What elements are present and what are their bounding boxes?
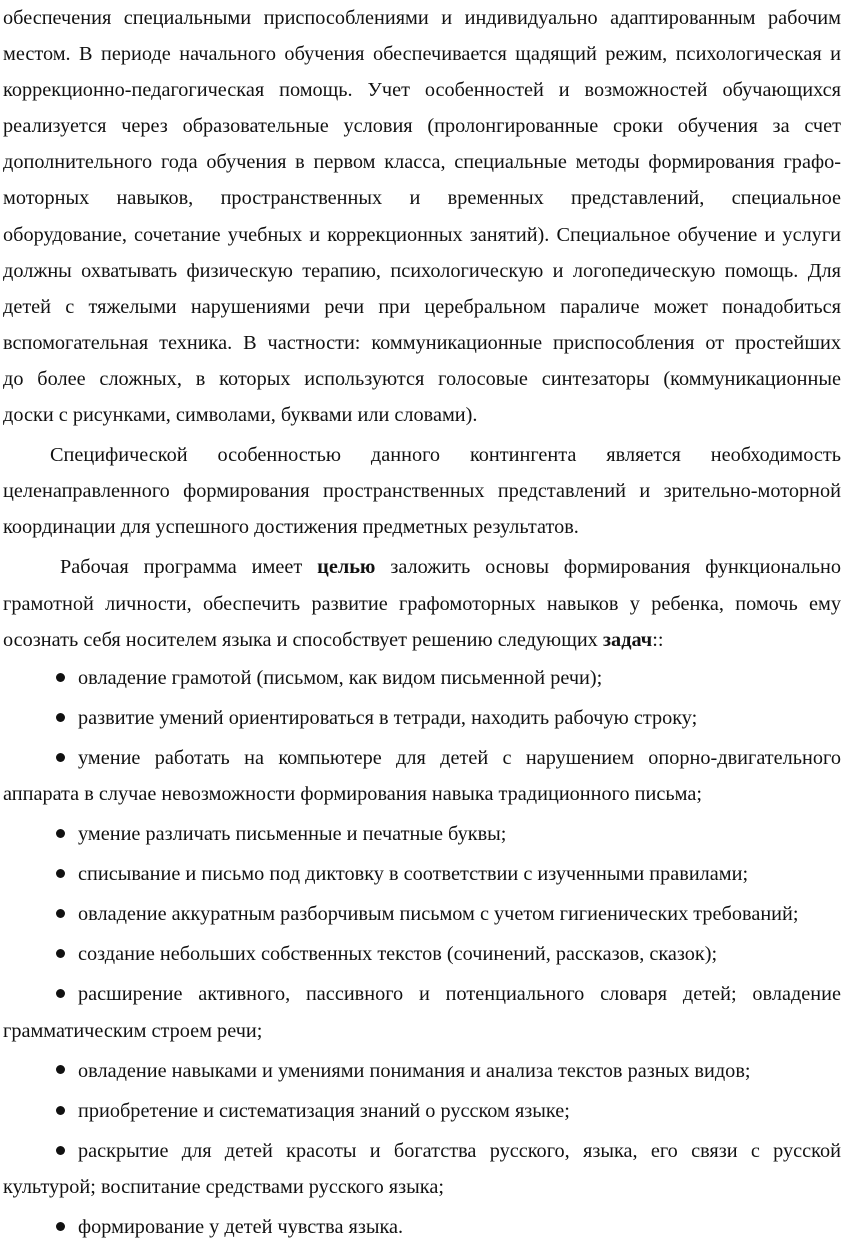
text-line: целенаправленного формирования пространственных представлений и зрительно-моторной: [3, 480, 841, 503]
text-line: доски с рисунками, символами, буквами или словами).: [3, 404, 478, 427]
document-text: [3, 0, 841, 1245]
list-item: [3, 1133, 841, 1205]
list-item-line: [3, 1133, 841, 1169]
list-item: [3, 976, 841, 1048]
bullet-icon: [56, 1106, 65, 1115]
tasks-keyword: задач: [602, 628, 653, 651]
text-line: обеспечения специальными приспособлениями и индивидуально адаптированным рабочим: [3, 7, 841, 29]
text-line: [3, 549, 841, 585]
list-item-line: [3, 1093, 841, 1129]
list-item-line: [3, 856, 841, 892]
list-item-line: [3, 700, 841, 736]
list-item-text: приобретение и систематизация знаний о русском языке;: [78, 1099, 570, 1122]
bullet-icon: [56, 1222, 65, 1231]
list-item: [3, 1209, 841, 1245]
text-line: до более сложных, в которых используются голосовые синтезаторы (коммуникационные: [3, 367, 841, 390]
bullet-icon: [56, 909, 65, 918]
list-item-text: развитие умений ориентироваться в тетради, находить рабочую строку;: [78, 706, 698, 729]
list-item-text: расширение активного, пассивного и потенциального словаря детей; овладение: [78, 983, 841, 1006]
text-line: детей с тяжелыми нарушениями речи при церебральном параличе может понадобиться: [3, 295, 841, 318]
list-item: [3, 816, 841, 852]
bullet-icon: [56, 713, 65, 722]
bullet-icon: [56, 829, 65, 838]
text-line: реализуется через образовательные условия (пролонгированные сроки обучения за счет: [3, 115, 841, 138]
list-item-line: [3, 740, 841, 776]
bullet-icon: [56, 673, 65, 682]
tasks-list: [3, 660, 841, 1245]
text-line: моторных навыков, пространственных и временных представлений, специальное: [3, 187, 841, 210]
list-item-text: формирование у детей чувства языка.: [78, 1216, 404, 1238]
text-line: координации для успешного достижения предметных результатов.: [3, 516, 579, 539]
list-item: [3, 896, 841, 932]
paragraph-goals: [3, 549, 841, 657]
list-item: [3, 660, 841, 696]
text-line: грамотной личности, обеспечить развитие графомоторных навыков у ребенка, помочь ему: [3, 592, 841, 615]
list-item-continuation: аппарата в случае невозможности формирования навыка традиционного письма;: [3, 782, 702, 805]
list-item-text: овладение аккуратным разборчивым письмом с учетом гигиенических требований;: [78, 903, 799, 926]
paragraph-intro: [3, 0, 841, 433]
list-item-line: [3, 896, 841, 932]
list-item-text: умение работать на компьютере для детей с нарушением опорно-двигательного: [78, 746, 841, 769]
list-item-text: овладение навыками и умениями понимания и анализа текстов разных видов;: [78, 1059, 751, 1082]
text-line: дополнительного года обучения в первом класса, специальные методы формирования графо-: [3, 151, 841, 174]
bullet-icon: [56, 1146, 65, 1155]
text-line: [3, 622, 841, 658]
bullet-icon: [56, 1065, 65, 1074]
text-line: оборудование, сочетание учебных и коррекционных занятий). Специальное обучение и услуги: [3, 223, 841, 246]
list-item: [3, 1093, 841, 1129]
list-item-line: [3, 936, 841, 972]
list-item-text: овладение грамотой (письмом, как видом письменной речи);: [78, 666, 603, 689]
text-line: должны охватывать физическую терапию, психологическую и логопедическую помощь. Для: [3, 259, 841, 282]
list-item: [3, 700, 841, 736]
list-item-text: умение различать письменные и печатные буквы;: [78, 823, 507, 846]
text-fragment: осознать себя носителем языка и способствует решению следующих: [3, 628, 598, 651]
bullet-icon: [56, 949, 65, 958]
list-item: [3, 856, 841, 892]
bullet-icon: [56, 989, 65, 998]
list-item-text: создание небольших собственных текстов (сочинений, рассказов, сказок);: [78, 943, 718, 966]
list-item-continuation: культурой; воспитание средствами русского языка;: [3, 1175, 444, 1198]
list-item: [3, 936, 841, 972]
list-item-text: раскрытие для детей красоты и богатства русского, языка, его связи с русской: [78, 1139, 841, 1162]
list-item-line: [3, 816, 841, 852]
text-line: местом. В периоде начального обучения обеспечивается щадящий режим, психологическая и: [3, 43, 841, 66]
list-item-text: списывание и письмо под диктовку в соответствии с изученными правилами;: [78, 863, 749, 886]
text-fragment: Рабочая программа имеет: [60, 556, 303, 579]
list-item-line: [3, 1209, 841, 1245]
text-fragment: ::: [652, 628, 664, 651]
bullet-icon: [56, 753, 65, 762]
list-item-line: [3, 976, 841, 1012]
paragraph-specifics: [3, 437, 841, 545]
bullet-icon: [56, 869, 65, 878]
list-item: [3, 1053, 841, 1089]
list-item: [3, 740, 841, 812]
list-item-line: [3, 660, 841, 696]
text-line: коррекционно-педагогическая помощь. Учет особенностей и возможностей обучающихся: [3, 79, 841, 102]
text-line: Специфической особенностью данного контингента является необходимость: [50, 444, 841, 467]
text-fragment: заложить основы формирования функционально: [390, 556, 841, 579]
goal-keyword: целью: [317, 556, 376, 579]
list-item-line: [3, 1053, 841, 1089]
list-item-continuation: грамматическим строем речи;: [3, 1019, 263, 1042]
text-line: вспомогательная техника. В частности: коммуникационные приспособления от простейших: [3, 331, 841, 354]
